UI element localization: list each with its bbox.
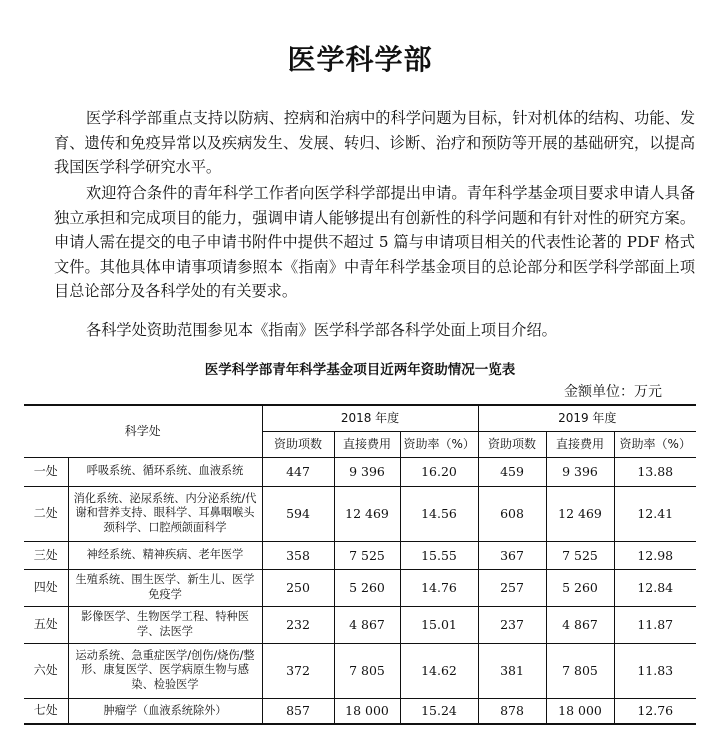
header-col: 资助率（%） [400,431,478,457]
header-col: 资助项数 [262,431,334,457]
header-year-2018: 2018 年度 [262,405,478,431]
dept-scope: 神经系统、精神疾病、老年医学 [68,541,262,569]
dept-name: 四处 [24,569,68,606]
cell-value: 7 525 [546,541,614,569]
table-caption: 医学科学部青年科学基金项目近两年资助情况一览表 [204,362,516,378]
cell-value: 237 [478,606,546,643]
table-unit: 金额单位：万元 [564,384,662,400]
cell-value: 15.55 [400,541,478,569]
cell-value: 9 396 [546,457,614,486]
paragraph-application: 欢迎符合条件的青年科学工作者向医学科学部提出申请。青年科学基金项目要求申请人具备独立承担和完成项目的能力，强调申请人能够提出有创新性的科学问题和有针对性的研究方案。申请人需在提交的电子申请书附件中提供不超过 5 篇与申请项目相关的代表性论著的 PDF 格式文件。其他具体申请事项请参照本《指南》中青年科学基金项目的总论部分和医学科学部面上项目总论部分及各科学处的有关要求。 [54,184,695,301]
paragraph-scope: 各科学处资助范围参见本《指南》医学科学部各科学处面上项目介绍。 [86,321,557,339]
cell-value: 5 260 [334,569,400,606]
header-dept: 科学处 [24,405,262,457]
cell-value: 7 525 [334,541,400,569]
cell-value: 7 805 [546,643,614,698]
cell-value: 857 [262,698,334,724]
cell-value: 358 [262,541,334,569]
cell-value: 12.41 [614,486,696,541]
cell-value: 7 805 [334,643,400,698]
paragraph-intro: 医学科学部重点支持以防病、控病和治病中的科学问题为目标，针对机体的结构、功能、发育、遗传和免疫异常以及疾病发生、发展、转归、诊断、治疗和预防等开展的基础研究，以提高我国医学科学研究水平。 [54,109,695,177]
cell-value: 15.24 [400,698,478,724]
cell-value: 5 260 [546,569,614,606]
dept-name: 二处 [24,486,68,541]
cell-value: 12.98 [614,541,696,569]
cell-value: 18 000 [546,698,614,724]
cell-value: 878 [478,698,546,724]
cell-value: 4 867 [334,606,400,643]
cell-value: 257 [478,569,546,606]
dept-scope: 生殖系统、围生医学、新生儿、医学免疫学 [68,569,262,606]
table-row [24,698,696,724]
funding-table [24,404,696,725]
table-row [24,569,696,606]
table-row [24,486,696,541]
table-row [24,541,696,569]
cell-value: 381 [478,643,546,698]
header-year-2019: 2019 年度 [478,405,696,431]
header-col: 直接费用 [334,431,400,457]
cell-value: 18 000 [334,698,400,724]
cell-value: 14.56 [400,486,478,541]
cell-value: 367 [478,541,546,569]
cell-value: 372 [262,643,334,698]
header-col: 资助率（%） [614,431,696,457]
cell-value: 4 867 [546,606,614,643]
dept-scope: 运动系统、急重症医学/创伤/烧伤/整形、康复医学、医学病原生物与感染、检验医学 [68,643,262,698]
page-title: 医学科学部 [287,43,433,76]
cell-value: 9 396 [334,457,400,486]
cell-value: 12 469 [546,486,614,541]
cell-value: 16.20 [400,457,478,486]
cell-value: 14.76 [400,569,478,606]
cell-value: 459 [478,457,546,486]
cell-value: 447 [262,457,334,486]
table-row [24,457,696,486]
table-row [24,643,696,698]
cell-value: 12.84 [614,569,696,606]
cell-value: 13.88 [614,457,696,486]
cell-value: 232 [262,606,334,643]
dept-name: 一处 [24,457,68,486]
cell-value: 12.76 [614,698,696,724]
cell-value: 594 [262,486,334,541]
dept-scope: 消化系统、泌尿系统、内分泌系统/代谢和营养支持、眼科学、耳鼻咽喉头颈科学、口腔颅颌面科学 [68,486,262,541]
cell-value: 11.83 [614,643,696,698]
dept-scope: 肿瘤学（血液系统除外） [68,698,262,724]
dept-name: 六处 [24,643,68,698]
dept-name: 七处 [24,698,68,724]
dept-scope: 影像医学、生物医学工程、特种医学、法医学 [68,606,262,643]
dept-name: 三处 [24,541,68,569]
cell-value: 608 [478,486,546,541]
table-row [24,606,696,643]
dept-scope: 呼吸系统、循环系统、血液系统 [68,457,262,486]
header-col: 直接费用 [546,431,614,457]
cell-value: 15.01 [400,606,478,643]
header-col: 资助项数 [478,431,546,457]
cell-value: 11.87 [614,606,696,643]
cell-value: 14.62 [400,643,478,698]
cell-value: 12 469 [334,486,400,541]
dept-name: 五处 [24,606,68,643]
cell-value: 250 [262,569,334,606]
